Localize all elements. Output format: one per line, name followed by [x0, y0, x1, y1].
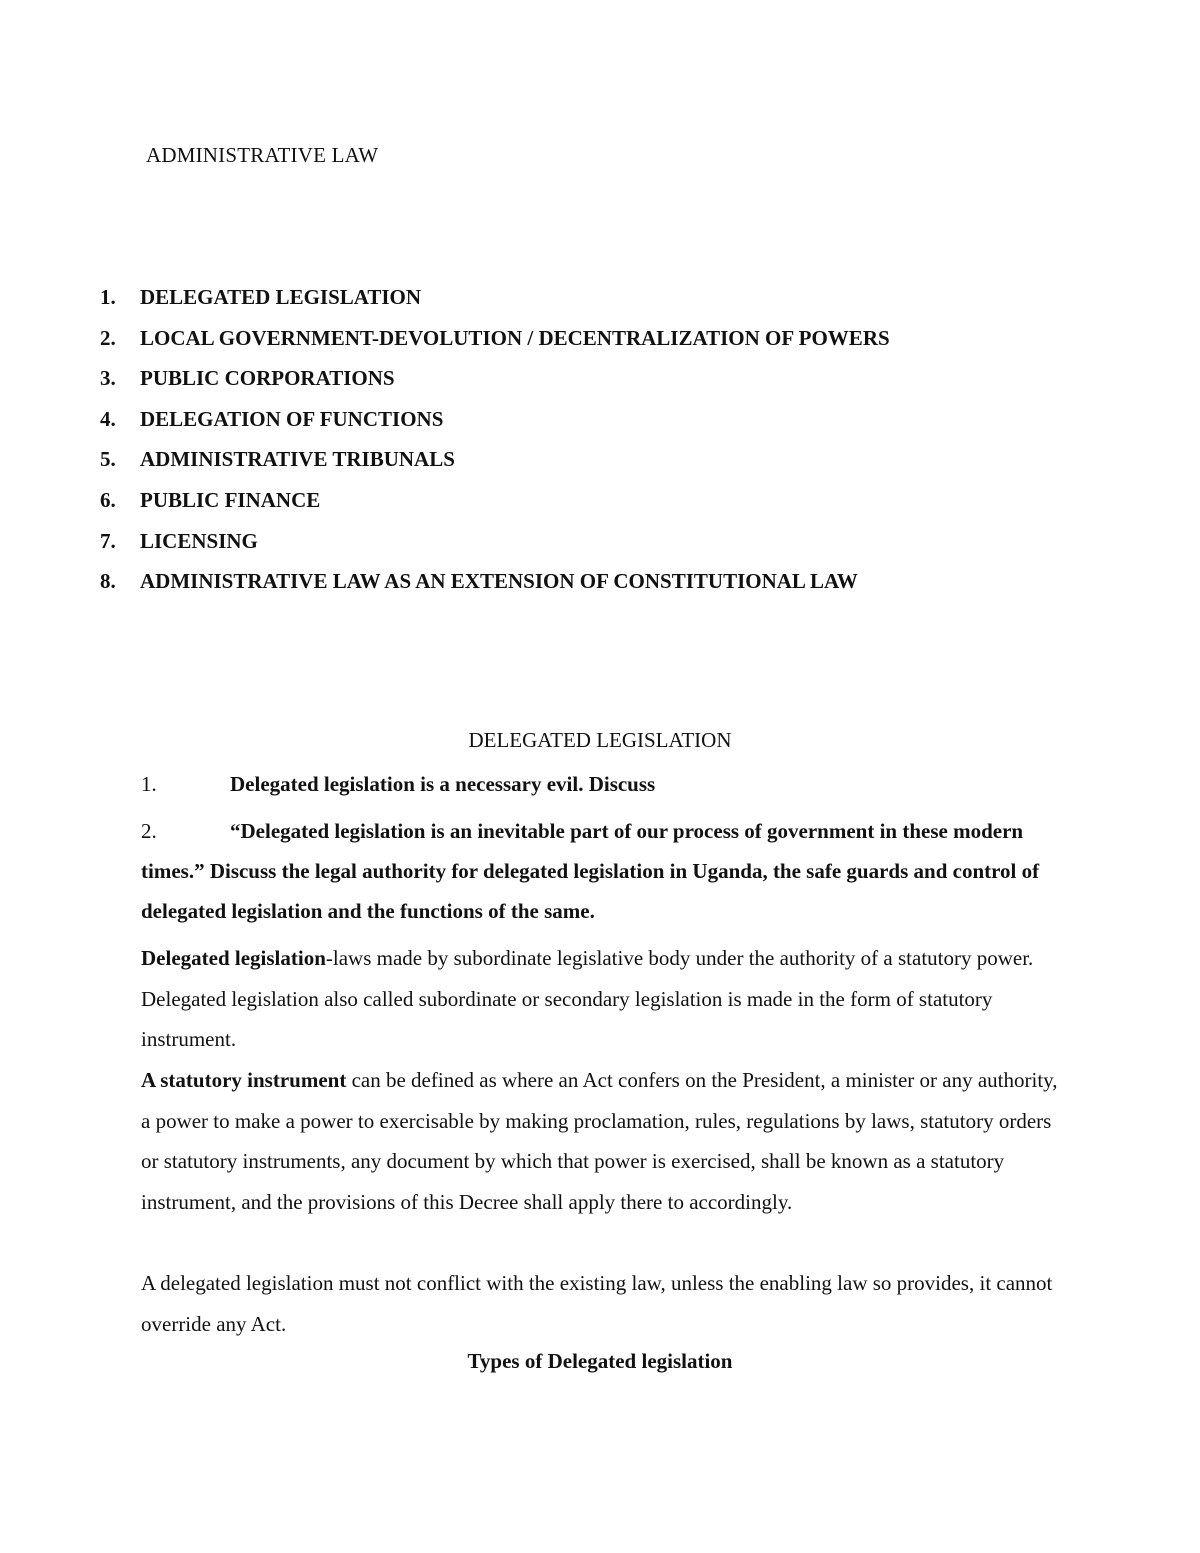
toc-item — [100, 527, 890, 568]
toc-item-text: LICENSING — [140, 528, 258, 553]
toc-item — [100, 324, 890, 365]
section-heading: DELEGATED LEGISLATION — [468, 728, 732, 752]
question-1 — [141, 764, 1061, 804]
toc-item — [100, 486, 890, 527]
toc-item-number: 6. — [100, 487, 116, 512]
toc-item-number: 5. — [100, 447, 116, 472]
toc-item-text: ADMINISTRATIVE TRIBUNALS — [140, 447, 455, 472]
question-text: “Delegated legislation is an inevitable part of our process of government in these modern times.” Discuss the legal authority for delegated legislation in Uganda, the safe guards and control of delegated legislation and the functions of the same. — [141, 819, 1040, 923]
toc-item-text: DELEGATED LEGISLATION — [140, 285, 422, 309]
question-text: Delegated legislation is a necessary evil. Discuss — [230, 772, 656, 796]
toc-item-number: 1. — [100, 285, 116, 309]
question-number: 2. — [141, 819, 157, 843]
toc-item-text: PUBLIC FINANCE — [140, 487, 321, 512]
paragraph-text: -laws made by subordinate legislative body under the authority of a statutory power. Delegated legislation also called subordinate or secondary legislation is made in the form of statutory instrument. — [141, 946, 1034, 1052]
defined-term: Delegated legislation — [141, 946, 326, 970]
toc-item-number: 7. — [100, 528, 116, 553]
question-2 — [141, 811, 1061, 931]
defined-term: A statutory instrument — [141, 1068, 347, 1092]
paragraph-text: A delegated legislation must not conflict with the existing law, unless the enabling law so provides, it cannot override any Act. — [141, 1271, 1053, 1336]
toc-item-number: 8. — [100, 569, 116, 594]
toc-item — [100, 364, 890, 405]
toc-item-text: LOCAL GOVERNMENT-DEVOLUTION / DECENTRALIZATION OF POWERS — [140, 325, 890, 350]
table-of-contents — [100, 283, 890, 608]
types-heading: Types of Delegated legislation — [467, 1349, 733, 1373]
document-title: ADMINISTRATIVE LAW — [146, 143, 379, 167]
toc-item-text: ADMINISTRATIVE LAW AS AN EXTENSION OF CONSTITUTIONAL LAW — [140, 569, 858, 594]
toc-item — [100, 445, 890, 486]
toc-item — [100, 567, 890, 608]
question-number: 1. — [141, 772, 157, 796]
toc-item-number: 3. — [100, 366, 116, 391]
paragraph-text: can be defined as where an Act confers on the President, a minister or any authority, a power to make a power to exercisable by making proclamation, rules, regulations by laws, statutory orders or statutory instruments, any document by which that power is exercised, shall be known as a statutory instrument, and the provisions of this Decree shall apply there to accordingly. — [141, 1068, 1058, 1214]
toc-item — [100, 405, 890, 446]
toc-item-text: DELEGATION OF FUNCTIONS — [140, 406, 444, 431]
statutory-instrument-paragraph — [141, 1060, 1071, 1222]
conflict-paragraph — [141, 1263, 1071, 1344]
toc-item-text: PUBLIC CORPORATIONS — [140, 366, 395, 391]
toc-item-number: 4. — [100, 406, 116, 431]
toc-item-number: 2. — [100, 325, 116, 350]
toc-item — [100, 283, 890, 324]
definition-paragraph — [141, 938, 1071, 1060]
